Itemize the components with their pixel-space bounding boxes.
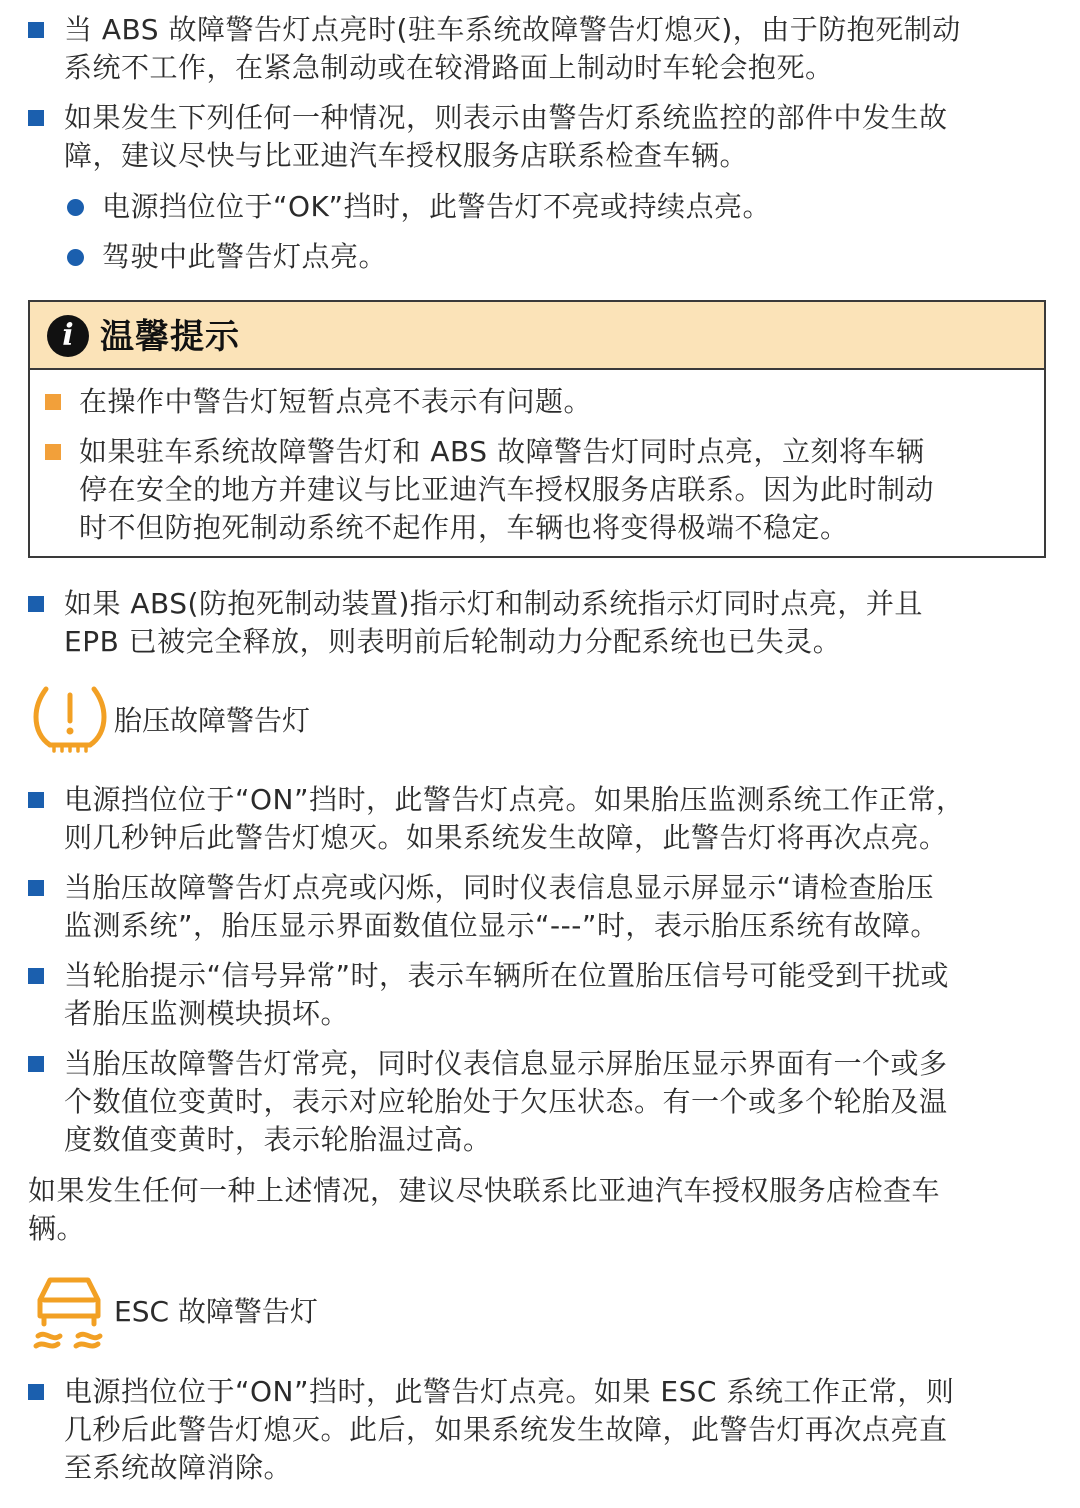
tpms-item-2 xyxy=(64,869,939,945)
text-line: 度数值变黄时，表示轮胎温过高。 xyxy=(64,1123,492,1156)
bullet-square xyxy=(28,880,44,896)
text-line: 则几秒钟后此警告灯熄灭。如果系统发生故障，此警告灯将再次点亮。 xyxy=(64,821,948,854)
tpms-item-1 xyxy=(64,781,965,857)
text-line: 几秒后此警告灯熄灭。此后，如果系统发生故障，此警告灯再次点亮直 xyxy=(64,1413,948,1446)
text-line: 在操作中警告灯短暂点亮不表示有问题。 xyxy=(79,385,593,418)
text-line: 如果 ABS(防抱死制动装置)指示灯和制动系统指示灯同时点亮，并且 xyxy=(64,587,923,620)
tire-pressure-warning-icon xyxy=(32,683,108,755)
text-line: 当 ABS 故障警告灯点亮时(驻车系统故障警告灯熄灭)，由于防抱死制动 xyxy=(64,13,961,46)
text-line: 电源挡位位于“ON”挡时，此警告灯点亮。如果胎压监测系统工作正常， xyxy=(64,783,965,816)
tpms-item-4 xyxy=(64,1045,948,1159)
text-line: 当轮胎提示“信号异常”时，表示车辆所在位置胎压信号可能受到干扰或 xyxy=(64,959,950,992)
text-line: 如果发生任何一种上述情况，建议尽快联系比亚迪汽车授权服务店检查车 xyxy=(28,1174,941,1207)
abs-warning-paragraph xyxy=(64,11,961,87)
bullet-square-orange xyxy=(45,444,61,460)
tip-title: 温馨提示 xyxy=(100,317,240,357)
text-line: 当胎压故障警告灯点亮或闪烁，同时仪表信息显示屏显示“请检查胎压 xyxy=(64,871,935,904)
text-line: 至系统故障消除。 xyxy=(64,1451,293,1484)
text-line: 当胎压故障警告灯常亮，同时仪表信息显示屏胎压显示界面有一个或多 xyxy=(64,1047,948,1080)
text-line: 个数值位变黄时，表示对应轮胎处于欠压状态。有一个或多个轮胎及温 xyxy=(64,1085,948,1118)
esc-warning-icon xyxy=(32,1274,106,1350)
fault-conditions-paragraph xyxy=(64,99,948,175)
text-line: 系统不工作，在紧急制动或在较滑路面上制动时车轮会抱死。 xyxy=(64,51,834,84)
ebd-failure-paragraph xyxy=(64,585,923,661)
bullet-dot xyxy=(67,199,84,216)
bullet-square xyxy=(28,22,44,38)
bullet-square xyxy=(28,596,44,612)
bullet-square xyxy=(28,968,44,984)
text-line: 电源挡位位于“ON”挡时，此警告灯点亮。如果 ESC 系统工作正常，则 xyxy=(64,1375,955,1408)
text-line: 如果发生下列任何一种情况，则表示由警告灯系统监控的部件中发生故 xyxy=(64,101,948,134)
esc-item-1 xyxy=(64,1373,954,1487)
text-line: 辆。 xyxy=(28,1212,86,1245)
tip-item-1 xyxy=(79,383,592,421)
tpms-heading: 胎压故障警告灯 xyxy=(114,704,311,737)
tpms-item-3 xyxy=(64,957,949,1033)
bullet-square xyxy=(28,1056,44,1072)
text-line: 监测系统”，胎压显示界面数值位显示“---”时，表示胎压系统有故障。 xyxy=(64,909,939,942)
bullet-square xyxy=(28,1384,44,1400)
text-line: 停在安全的地方并建议与比亚迪汽车授权服务店联系。因为此时制动 xyxy=(79,473,935,506)
text-line: 者胎压监测模块损坏。 xyxy=(64,997,350,1030)
bullet-square xyxy=(28,110,44,126)
text-line: EPB 已被完全释放，则表明前后轮制动力分配系统也已失灵。 xyxy=(64,625,842,658)
esc-heading: ESC 故障警告灯 xyxy=(114,1295,318,1328)
bullet-square-orange xyxy=(45,394,61,410)
info-icon: i xyxy=(47,315,89,357)
bullet-dot xyxy=(67,249,84,266)
sub-condition-2 xyxy=(102,238,387,276)
text-line: 驾驶中此警告灯点亮。 xyxy=(102,240,388,273)
bullet-square xyxy=(28,792,44,808)
sub-condition-1 xyxy=(102,188,771,226)
text-line: 障，建议尽快与比亚迪汽车授权服务店联系检查车辆。 xyxy=(64,139,749,172)
tip-header xyxy=(30,302,1044,370)
text-line: 电源挡位位于“OK”挡时，此警告灯不亮或持续点亮。 xyxy=(102,190,772,223)
tpms-summary xyxy=(28,1172,940,1248)
text-line: 如果驻车系统故障警告灯和 ABS 故障警告灯同时点亮，立刻将车辆 xyxy=(79,435,925,468)
text-line: 时不但防抱死制动系统不起作用，车辆也将变得极端不稳定。 xyxy=(79,511,849,544)
tip-item-2 xyxy=(79,433,934,547)
